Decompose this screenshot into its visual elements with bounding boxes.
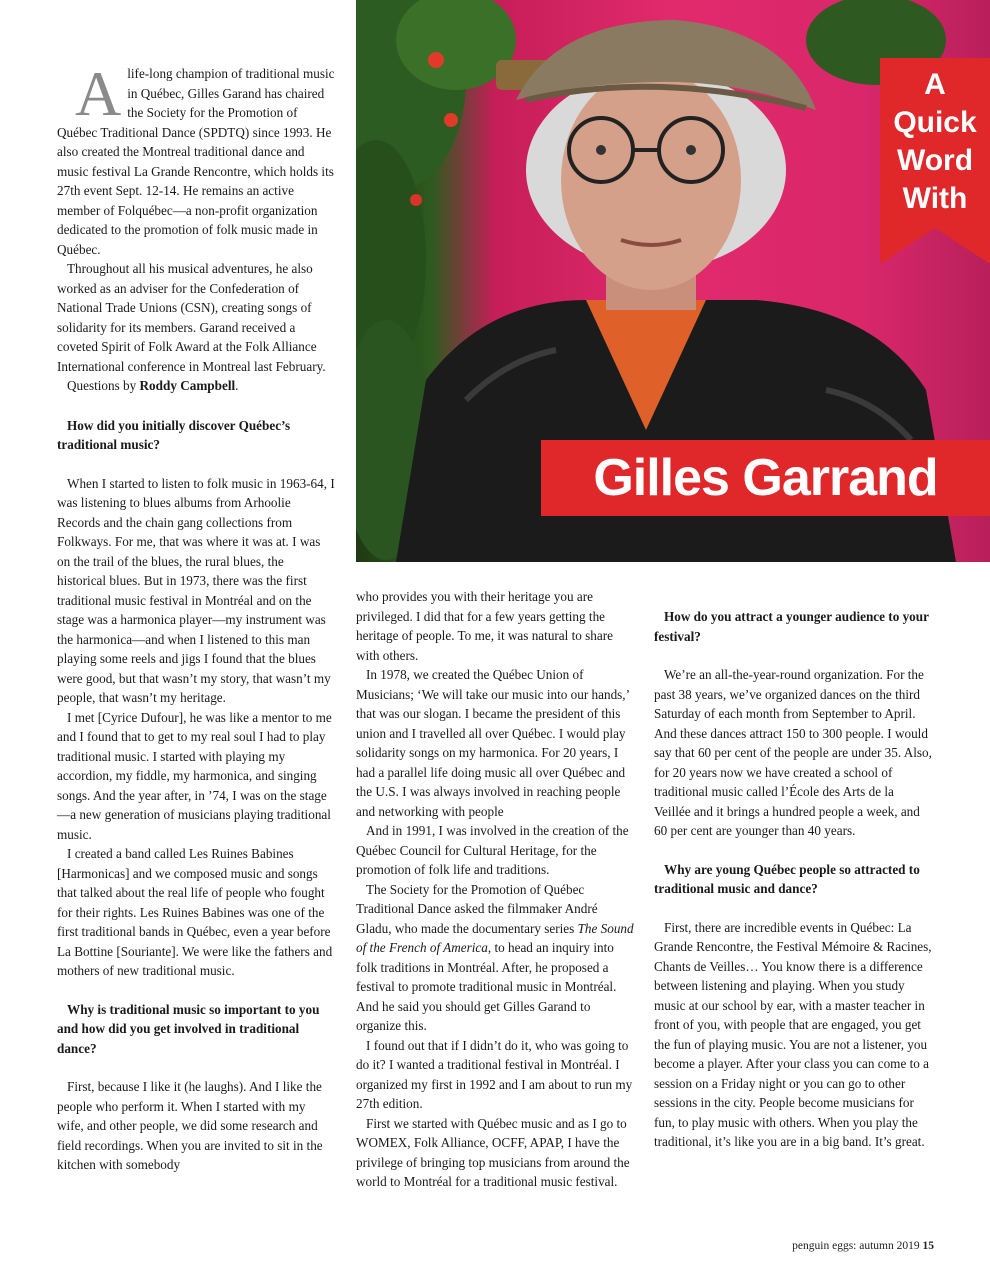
questions-end: . <box>235 378 239 393</box>
questions-credit <box>57 376 335 396</box>
drop-cap: A <box>75 58 122 129</box>
subject-name-box <box>541 440 990 516</box>
answer-3: We’re an all-the-year-round organization. For the past 38 years, we’ve organized dances on the third Saturday of each month from September to April. And these dances attract 150 to 300 people. I would say that 60 per cent of the people are under 35. Also, for 20 years now we have created a school of traditional music called l’École des Arts de la Veillée and it brings a hundred people a week, and 60 per cent are younger than 40 years. <box>654 667 932 838</box>
intro-text-1: life-long champion of traditional music in Québec, Gilles Garand has chaired the Society for the Promotion of Québec Traditional Dance (SPDTQ) since 1993. He also created the Montreal traditional dance and music festival La Grande Rencontre, which holds its 27th event Sept. 12-14. He remains an active member of Folquébec—a non-profit organization dedicated to the promotion of folk music made in Québec. <box>57 66 335 257</box>
column-3 <box>654 607 932 1152</box>
question-3: How do you attract a younger audience to your festival? <box>654 609 929 644</box>
page-number: 15 <box>922 1240 934 1252</box>
paragraph-5-part-a: The Society for the Promotion of Québec Traditional Dance asked the filmmaker André Gladu, who made the documentary series <box>356 881 598 936</box>
answer-2-paragraph-6: I found out that if I didn’t do it, who was going to do it? I wanted a traditional festival in Montréal. I organized my first in 1992 and I am about to run my 27th edition. <box>356 1037 633 1111</box>
banner-line-3: Word <box>896 144 974 177</box>
question-2: Why is traditional music so important to you and how did you get involved in traditional dance? <box>57 1001 320 1056</box>
banner-line-1: A <box>924 68 946 101</box>
intro-text-2: Throughout all his musical adventures, he also worked as an adviser for the Confederation of National Trade Unions (CSN), creating songs of solidarity for its members. Garand received a coveted Spirit of Folk Award at the Folk Alliance International conference in Montreal last February. <box>57 261 326 374</box>
page-footer <box>792 1240 934 1252</box>
answer-1-paragraph-1: When I started to listen to folk music in 1963-64, I was listening to blues albums from Arhoolie Records and the chain gang collections from Folkways. For me, that was where it was at. I was on the trail of the blues, the rural blues, the historical blues. But in 1973, there was the first traditional music festival in Montréal and on the stage was a harmonica player—my instrument was the harmonica—and when I listened to this man playing some reels and jigs I found that the blues were good, but that wasn’t my story, that wasn’t my people, that wasn’t my heritage. <box>57 475 335 705</box>
intro-paragraph <box>57 58 335 259</box>
questions-author: Roddy Campbell <box>139 378 236 393</box>
question-4: Why are young Québec people so attracted to traditional music and dance? <box>654 861 920 896</box>
banner-line-4: With <box>902 182 968 215</box>
question-1: How did you initially discover Québec’s traditional music? <box>57 417 291 452</box>
answer-2-paragraph-7: First we started with Québec music and as I go to WOMEX, Folk Alliance, OCFF, APAP, I have the privilege of bringing top musicians from around the world to Montréal for a traditional music festival. <box>356 1115 630 1189</box>
answer-2-paragraph-3: In 1978, we created the Québec Union of Musicians; ‘We will take our music into our hands,’ that was our slogan. I became the president of this union and I travelled all over Québec. I would play solidarity songs on my harmonica. For 20 years, I had a parallel life doing music all over Québec and the U.S. I was always involved in reaching people and networking with people <box>356 667 630 819</box>
column-2 <box>356 587 634 1192</box>
questions-by-label: Questions by <box>67 378 140 393</box>
answer-1-paragraph-2: I met [Cyrice Dufour], he was like a mentor to me and I found that to get to my real soul I had to play traditional music. I started with playing my accordion, my fiddle, my harmonica, and singing songs. And the year after, in ’74, I was on the stage—a new generation of musicians playing traditional music. <box>57 709 332 842</box>
answer-2-paragraph-2: who provides you with their heritage you are privileged. I did that for a few years getting the heritage of people. To me, it was natural to share with others. <box>356 589 614 663</box>
publication-label: penguin eggs: autumn 2019 <box>792 1240 920 1252</box>
answer-1-paragraph-3: I created a band called Les Ruines Babines [Harmonicas] and we composed music and songs that talked about the real life of people who fought for their rights. Les Ruines Babines was one of the first traditional bands in Québec, even a year before La Bottine [Souriante]. We were like the fathers and mothers of new traditional music. <box>57 846 333 978</box>
answer-2-paragraph-5 <box>356 880 634 1036</box>
column-1 <box>57 58 335 1175</box>
subject-name: Gilles Garrand <box>593 449 938 507</box>
banner-line-2: Quick <box>893 106 977 139</box>
answer-2-paragraph-1: First, because I like it (he laughs). And I like the people who perform it. When I started with my wife, and other people, we did some research and field recordings. When you are invited to sit in the kitchen with somebody <box>57 1079 323 1172</box>
paragraph-5-part-b: , to head an inquiry into folk traditions in Montréal. After, he proposed a festival to promote traditional music in Montréal. And he said you should get Gilles Garand to organize this. <box>356 940 617 1033</box>
answer-4: First, there are incredible events in Québec: La Grande Rencontre, the Festival Mémoire & Racines, Chants de Veilles… You know there is a difference between listening and playing. When you study music at our school by ear, with a master teacher in front of you, with people that are engaged, you get the fun of playing music. You are not a listener, you become a player. After your class you can come to a session on a Friday night or you can go to other sessions in the city. People become musicians for fun, to play music with others. When you play the traditional, it’s like you are in a big band. It’s great. <box>654 919 932 1149</box>
section-banner <box>880 58 990 264</box>
answer-2-paragraph-4: And in 1991, I was involved in the creation of the Québec Council for Cultural Heritage, for the promotion of folk life and traditions. <box>356 823 629 877</box>
documentary-title: The Sound of the French of America <box>356 920 634 955</box>
